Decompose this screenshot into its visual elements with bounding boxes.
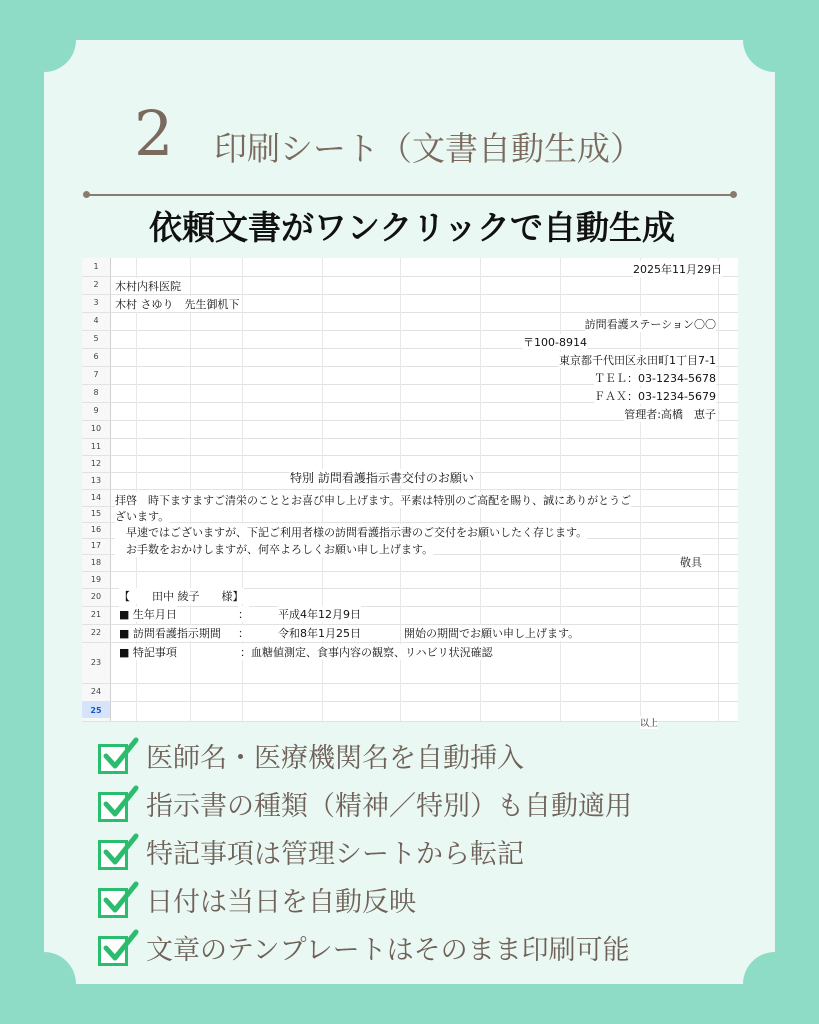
greeting-line2-cell[interactable]: ざいます。 [115,510,170,523]
grid-col-line [190,258,191,721]
subtitle: 依頼文書がワンクリックで自動生成 [148,208,676,247]
feature-text: 医師名・医療機関名を自動挿入 [146,743,524,774]
corner-notch [12,8,76,72]
patient-name-cell[interactable]: 【 田中 綾子 様】 [119,590,244,603]
greeting-line1-cell[interactable]: 拝啓 時下ますますご清栄のこととお喜び申し上げます。平素は特別のご高配を賜り、誠にありがとうご [115,494,632,507]
check-mark-icon [100,926,142,968]
row-number[interactable]: 23 [90,657,102,667]
birth-label-cell[interactable]: ■ 生年月日 [119,608,177,621]
feature-item [96,734,776,780]
check-mark-icon [100,782,142,824]
closing-cell[interactable]: 敬具 [680,556,702,569]
check-mark-icon [100,878,142,920]
row-number[interactable]: 14 [90,492,102,502]
birth-sep-cell[interactable]: ： [238,608,249,621]
row-number[interactable]: 2 [93,280,99,289]
row-number[interactable]: 17 [90,541,102,550]
row-number[interactable]: 22 [90,628,102,637]
body-line1-cell[interactable]: 早速ではございますが、下記ご利用者様の訪問看護指示書のご交付をお願いしたく存じます。 [115,526,588,539]
row-number[interactable]: 24 [90,687,102,696]
sender-tel-cell[interactable]: ＴＥＬ：03-1234-5678 [594,372,716,385]
feature-item [96,878,776,924]
birth-value-cell[interactable]: 平成4年12月9日 [278,608,361,621]
row-number[interactable]: 16 [90,525,102,534]
row-number[interactable]: 15 [90,509,102,518]
period-value-cell[interactable]: 令和8年1月25日 [278,627,361,640]
notes-label-cell[interactable]: ■ 特記事項 [119,646,177,659]
row-number[interactable]: 1 [93,262,99,271]
recipient-clinic-cell[interactable]: 木村内科医院 [115,280,181,293]
row-number[interactable]: 12 [90,458,102,468]
feature-item [96,782,776,828]
period-note-cell[interactable]: 開始の期間でお願い申し上げます。 [404,627,580,640]
sender-fax-cell[interactable]: ＦＡＸ：03-1234-5679 [594,390,716,403]
row-number[interactable]: 18 [90,557,102,567]
period-sep-cell[interactable]: ： [238,627,249,640]
feature-item [96,926,776,972]
date-cell[interactable]: 2025年11月29日 [633,263,722,276]
feature-text: 文章のテンプレートはそのまま印刷可能 [146,935,630,966]
row-number[interactable]: 19 [90,574,102,584]
divider [86,194,734,196]
row-number[interactable]: 3 [93,298,99,307]
feature-text: 特記事項は管理シートから転記 [146,839,524,870]
corner-notch [743,8,807,72]
row-number[interactable]: 8 [93,388,99,397]
body-line2-cell[interactable]: お手数をおかけしますが、何卒よろしくお願い申し上げます。 [115,543,434,556]
section-title: 印刷シート（文書自動生成） [214,129,643,168]
sender-address-cell[interactable]: 東京都千代田区永田町1丁目7-1 [559,354,716,367]
check-mark-icon [100,830,142,872]
section-number: 2 [134,97,174,170]
row-number[interactable]: 11 [90,441,102,451]
sender-zip-cell[interactable]: 〒100-8914 [523,336,587,349]
row-number[interactable]: 25 [90,706,102,715]
section-heading [92,95,752,185]
feature-item [96,830,776,876]
recipient-doctor-cell[interactable]: 木村 さゆり 先生御机下 [115,298,240,311]
spreadsheet-preview [82,258,738,729]
row-number[interactable]: 6 [93,352,99,361]
period-label-cell[interactable]: ■ 訪問看護指示期間 [119,627,221,640]
row-number[interactable]: 9 [93,406,99,415]
footer-fragment-cell[interactable]: 以上 [640,716,658,729]
feature-text: 指示書の種類（精神／特別）も自動適用 [146,791,632,822]
check-mark-icon [100,734,142,776]
sender-manager-cell[interactable]: 管理者:高橋 恵子 [624,408,716,421]
row-number[interactable]: 4 [93,316,99,325]
letter-title-cell[interactable]: 特別 訪問看護指示書交付のお願い [290,471,474,485]
grid-col-line [560,258,561,721]
feature-text: 日付は当日を自動反映 [146,887,416,918]
row-number[interactable]: 7 [93,370,99,379]
notes-value-cell[interactable]: ：血糖値測定、食事内容の観察、リハビリ状況確認 [240,646,493,659]
row-number[interactable]: 13 [90,475,102,485]
row-number[interactable]: 21 [90,610,102,619]
grid-col-line [718,258,719,721]
corner-notch [12,952,76,1016]
row-number[interactable]: 20 [90,592,102,601]
row-number[interactable]: 5 [93,334,99,343]
sender-name-cell[interactable]: 訪問看護ステーション〇〇 [584,318,716,331]
row-number[interactable]: 10 [90,424,102,433]
